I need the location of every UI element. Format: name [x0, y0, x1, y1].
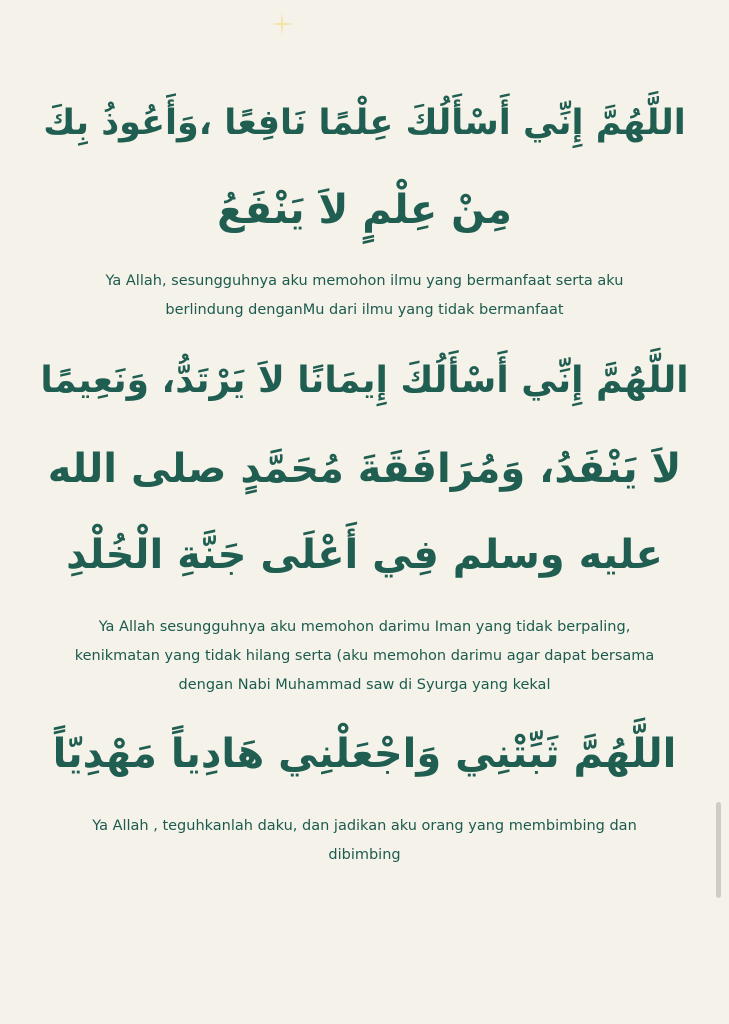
dua-2-arabic-line-1: اللَّهُمَّ إِنِّي أَسْأَلُكَ إِيمَانًا لاَ يَرْتَدُّ، وَنَعِيمًا: [40, 360, 689, 401]
scrollbar[interactable]: [716, 802, 721, 898]
sparkle-icon: [268, 10, 296, 38]
dua-1-arabic-line-2: مِنْ عِلْمٍ لاَ يَنْفَعُ: [217, 187, 512, 233]
dua-3-arabic-line-1: اللَّهُمَّ ثَبِّتْنِي وَاجْعَلْنِي هَادِياً مَهْدِيّاً: [52, 731, 677, 777]
dua-1-translation-line-1: Ya Allah, sesungguhnya aku memohon ilmu yang bermanfaat serta aku: [105, 273, 624, 289]
dua-2-translation-line-3: dengan Nabi Muhammad saw di Syurga yang kekal: [178, 677, 551, 693]
dua-3-translation-line-2: dibimbing: [328, 847, 401, 863]
dua-1-arabic-line-1: اللَّهُمَّ إِنِّي أَسْأَلُكَ عِلْمًا نَافِعًا ،وَأَعُوذُ بِكَ: [43, 103, 686, 143]
dua-2-translation-line-2: kenikmatan yang tidak hilang serta (aku memohon darimu agar dapat bersama: [74, 648, 655, 664]
dua-2-translation-line-1: Ya Allah sesungguhnya aku memohon darimu Iman yang tidak berpaling,: [98, 619, 631, 635]
dua-1-translation-line-2: berlindung denganMu dari ilmu yang tidak bermanfaat: [165, 302, 564, 318]
dua-2-arabic-line-3: عليه وسلم فِي أَعْلَى جَنَّةِ الْخُلْدِ: [66, 532, 663, 578]
dua-2-arabic-line-2: لاَ يَنْفَدُ، وَمُرَافَقَةَ مُحَمَّدٍ صلى الله: [47, 446, 682, 492]
dua-3-translation-line-1: Ya Allah , teguhkanlah daku, dan jadikan aku orang yang membimbing dan: [92, 818, 637, 834]
